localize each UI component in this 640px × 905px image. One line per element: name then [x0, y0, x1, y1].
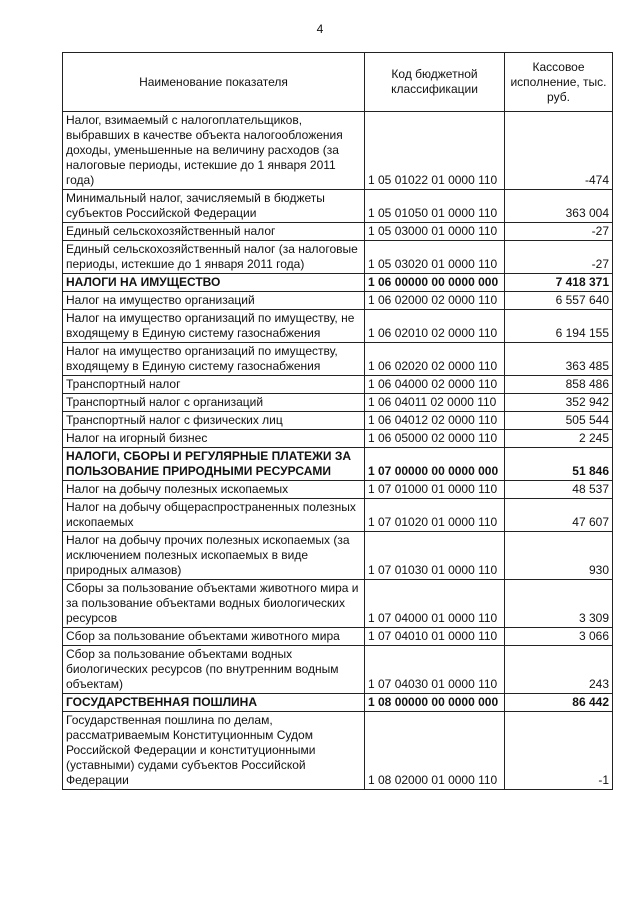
- page-number: 4: [316, 22, 324, 36]
- row-value: -27: [505, 223, 613, 241]
- row-code: 1 06 02020 02 0000 110: [365, 343, 505, 376]
- row-code: 1 06 00000 00 0000 000: [365, 274, 505, 292]
- table-row: [63, 448, 613, 481]
- row-value: -27: [505, 241, 613, 274]
- row-name: Сбор за пользование объектами животного мира: [63, 628, 365, 646]
- row-value: 2 245: [505, 430, 613, 448]
- row-code: 1 06 05000 02 0000 110: [365, 430, 505, 448]
- row-value: 6 557 640: [505, 292, 613, 310]
- table-row: [63, 343, 613, 376]
- row-code: 1 07 01020 01 0000 110: [365, 499, 505, 532]
- row-name: НАЛОГИ, СБОРЫ И РЕГУЛЯРНЫЕ ПЛАТЕЖИ ЗА ПОЛЬЗОВАНИЕ ПРИРОДНЫМИ РЕСУРСАМИ: [63, 448, 365, 481]
- row-name: Налог на добычу общераспространенных полезных ископаемых: [63, 499, 365, 532]
- row-value: 3 066: [505, 628, 613, 646]
- row-code: 1 07 01030 01 0000 110: [365, 532, 505, 580]
- row-name: Государственная пошлина по делам, рассматриваемым Конституционным Судом Российской Федерации и конституционными (уставными) судами субъектов Российской Федерации: [63, 712, 365, 790]
- table-row: [63, 580, 613, 628]
- row-name: Транспортный налог: [63, 376, 365, 394]
- row-value: 243: [505, 646, 613, 694]
- row-name: Налог на добычу прочих полезных ископаемых (за исключением полезных ископаемых в виде природных алмазов): [63, 532, 365, 580]
- row-code: 1 07 04010 01 0000 110: [365, 628, 505, 646]
- row-value: 3 309: [505, 580, 613, 628]
- row-value: 6 194 155: [505, 310, 613, 343]
- row-value: 858 486: [505, 376, 613, 394]
- row-name: Налог на имущество организаций по имуществу, не входящему в Единую систему газоснабжения: [63, 310, 365, 343]
- row-name: Транспортный налог с организаций: [63, 394, 365, 412]
- row-code: 1 06 04011 02 0000 110: [365, 394, 505, 412]
- table-row: [63, 274, 613, 292]
- row-code: 1 07 01000 01 0000 110: [365, 481, 505, 499]
- row-code: 1 05 03000 01 0000 110: [365, 223, 505, 241]
- table-row: [63, 712, 613, 790]
- row-value: 86 442: [505, 694, 613, 712]
- row-name: Налог на добычу полезных ископаемых: [63, 481, 365, 499]
- row-code: 1 07 04000 01 0000 110: [365, 580, 505, 628]
- row-code: 1 05 01050 01 0000 110: [365, 190, 505, 223]
- row-code: 1 05 03020 01 0000 110: [365, 241, 505, 274]
- row-code: 1 06 02000 02 0000 110: [365, 292, 505, 310]
- row-value: 7 418 371: [505, 274, 613, 292]
- row-code: 1 08 02000 01 0000 110: [365, 712, 505, 790]
- table-row: [63, 223, 613, 241]
- table-row: [63, 628, 613, 646]
- row-name: Минимальный налог, зачисляемый в бюджеты субъектов Российской Федерации: [63, 190, 365, 223]
- row-name: Налог, взимаемый с налогоплательщиков, выбравших в качестве объекта налогообложения доходы, уменьшенные на величину расходов (за налоговые периоды, истекшие до 1 января 2011 года): [63, 112, 365, 190]
- table-row: [63, 481, 613, 499]
- table-row: [63, 376, 613, 394]
- row-value: -474: [505, 112, 613, 190]
- row-value: 47 607: [505, 499, 613, 532]
- row-code: 1 06 02010 02 0000 110: [365, 310, 505, 343]
- row-value: 505 544: [505, 412, 613, 430]
- row-name: Сборы за пользование объектами животного мира и за пользование объектами водных биологических ресурсов: [63, 580, 365, 628]
- table-row: [63, 412, 613, 430]
- row-value: 363 004: [505, 190, 613, 223]
- row-value: 51 846: [505, 448, 613, 481]
- row-value: 930: [505, 532, 613, 580]
- row-name: ГОСУДАРСТВЕННАЯ ПОШЛИНА: [63, 694, 365, 712]
- row-code: 1 08 00000 00 0000 000: [365, 694, 505, 712]
- row-name: Налог на имущество организаций: [63, 292, 365, 310]
- row-name: Налог на игорный бизнес: [63, 430, 365, 448]
- table-row: [63, 310, 613, 343]
- table-row: [63, 694, 613, 712]
- table-row: [63, 190, 613, 223]
- row-code: 1 07 04030 01 0000 110: [365, 646, 505, 694]
- row-name: НАЛОГИ НА ИМУЩЕСТВО: [63, 274, 365, 292]
- row-value: 48 537: [505, 481, 613, 499]
- table-row: [63, 499, 613, 532]
- budget-table: [62, 52, 613, 790]
- row-name: Единый сельскохозяйственный налог (за налоговые периоды, истекшие до 1 января 2011 года): [63, 241, 365, 274]
- row-name: Транспортный налог с физических лиц: [63, 412, 365, 430]
- row-name: Налог на имущество организаций по имуществу, входящему в Единую систему газоснабжения: [63, 343, 365, 376]
- table-row: [63, 394, 613, 412]
- table-row: [63, 430, 613, 448]
- table-row: [63, 292, 613, 310]
- row-value: -1: [505, 712, 613, 790]
- row-code: 1 07 00000 00 0000 000: [365, 448, 505, 481]
- table-body: [63, 112, 613, 790]
- header-code: Код бюджетной классификации: [365, 53, 505, 112]
- row-name: Сбор за пользование объектами водных биологических ресурсов (по внутренним водным объектам): [63, 646, 365, 694]
- header-row: [63, 53, 613, 112]
- row-value: 352 942: [505, 394, 613, 412]
- row-code: 1 06 04000 02 0000 110: [365, 376, 505, 394]
- row-value: 363 485: [505, 343, 613, 376]
- table-row: [63, 646, 613, 694]
- table-row: [63, 112, 613, 190]
- row-name: Единый сельскохозяйственный налог: [63, 223, 365, 241]
- header-name: Наименование показателя: [63, 53, 365, 112]
- table-row: [63, 241, 613, 274]
- table-row: [63, 532, 613, 580]
- row-code: 1 05 01022 01 0000 110: [365, 112, 505, 190]
- row-code: 1 06 04012 02 0000 110: [365, 412, 505, 430]
- header-value: Кассовое исполнение, тыс. руб.: [505, 53, 613, 112]
